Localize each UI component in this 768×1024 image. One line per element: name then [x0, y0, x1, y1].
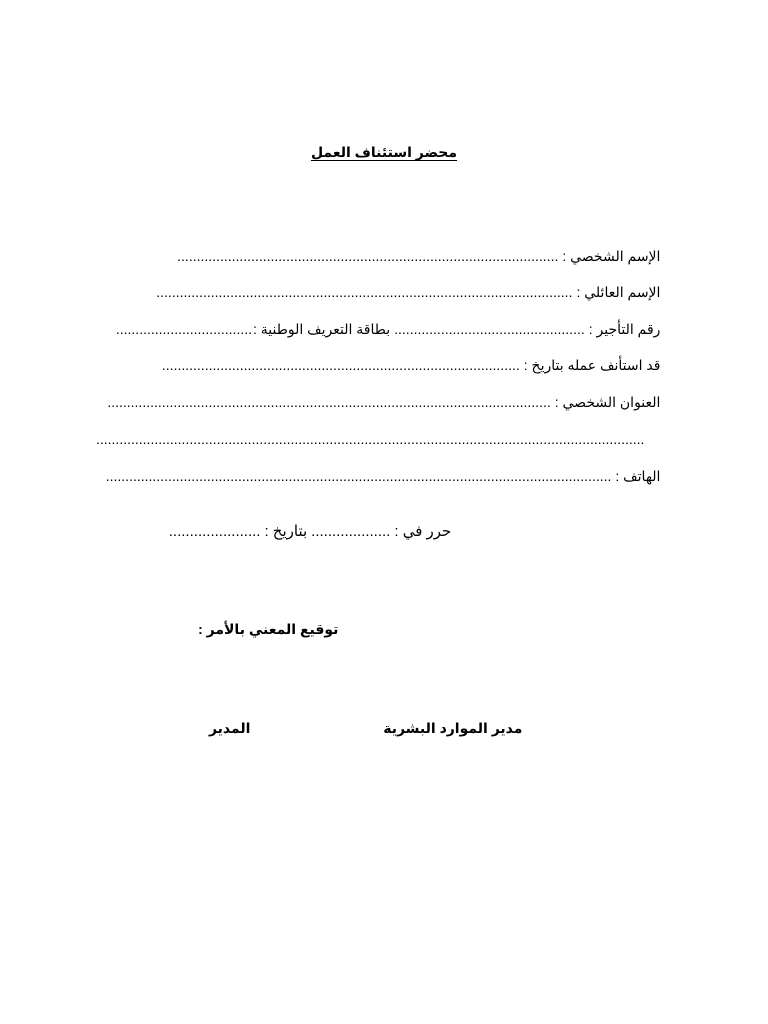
issued-place-date-row	[169, 505, 468, 559]
phone-blank: ..................................................................................................................................	[105, 468, 612, 484]
director-text: المدير	[208, 720, 251, 736]
issued-date-label: بتاريخ :	[264, 523, 308, 540]
phone-row	[106, 449, 676, 503]
issued-date-blank: ......................	[168, 523, 261, 540]
issued-place-blank: ...................	[311, 523, 391, 540]
address-continuation-blank: .............................................................................................................................................	[95, 431, 645, 447]
first-name-blank: ..................................................................................................	[177, 248, 559, 264]
document-title: محضر استئناف العمل	[310, 144, 458, 160]
concerned-party-signature-text: توقيع المعني بالأمر :	[198, 621, 339, 637]
address-blank: ..................................................................................................................	[107, 394, 551, 410]
issued-place-label: حرر في :	[394, 523, 452, 540]
hr-manager-signature-label	[383, 701, 538, 755]
phone-label: الهاتف :	[615, 468, 661, 484]
concerned-party-signature-label	[198, 602, 354, 656]
employee-number-label: رقم التأجير :	[588, 321, 661, 337]
national-id-blank: ...................................	[115, 321, 252, 337]
family-name-label: الإسم العائلي :	[576, 284, 661, 300]
resume-date-blank: ............................................................................................	[161, 357, 520, 373]
first-name-label: الإسم الشخصي :	[562, 248, 661, 264]
resume-date-label: قد استأنف عمله بتاريخ :	[523, 357, 661, 373]
family-name-blank: ...........................................................................................................	[156, 284, 573, 300]
document-title-row	[0, 143, 768, 161]
employee-number-blank: .................................................	[394, 321, 585, 337]
address-label: العنوان الشخصي :	[554, 394, 661, 410]
director-signature-label	[209, 701, 266, 755]
national-id-label: بطاقة التعريف الوطنية :	[253, 321, 391, 337]
hr-manager-text: مدير الموارد البشرية	[383, 720, 523, 736]
